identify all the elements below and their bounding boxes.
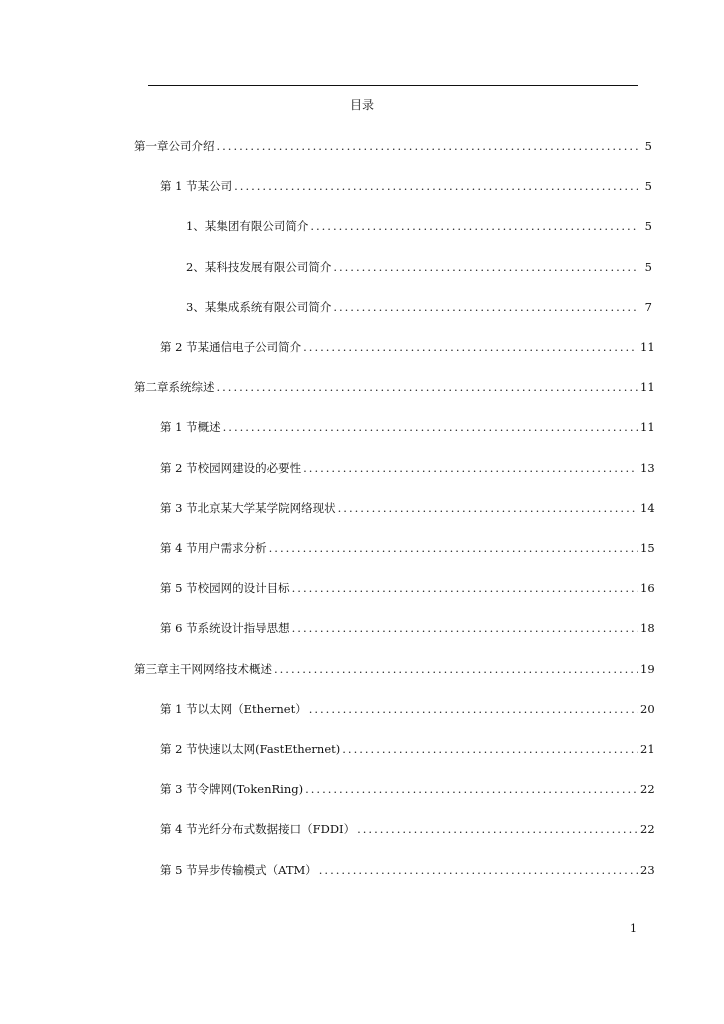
toc-entry-page: 11: [640, 380, 655, 394]
toc-entry-number: 第二章: [134, 380, 169, 394]
toc-entry-number: 第 3 节: [160, 782, 198, 796]
toc-entry-number: 第 1 节: [160, 702, 198, 716]
toc-entry-page: 5: [644, 260, 652, 274]
toc-leader-dots: [333, 299, 638, 315]
toc-entry-page: 13: [640, 461, 655, 475]
toc-entry[interactable]: [186, 299, 652, 315]
toc-leader-dots: [217, 379, 639, 395]
toc-entry-number: 第三章: [134, 662, 169, 676]
toc-leader-dots: [310, 218, 638, 234]
toc-leader-dots: [274, 661, 638, 677]
toc-entry-label: 概述: [197, 420, 221, 434]
toc-entry-label: 用户需求分析: [197, 541, 267, 555]
toc-entry-number: 第 1 节: [160, 420, 198, 434]
toc-title: 目录: [349, 98, 374, 112]
toc-entry-page: 7: [644, 300, 652, 314]
toc-entry[interactable]: [160, 339, 655, 355]
toc-entry-label: 公司介绍: [168, 139, 215, 153]
toc-entry-label: 北京某大学某学院网络现状: [197, 501, 336, 515]
toc-entry-label: 快速以太网(FastEthernet): [197, 742, 341, 756]
toc-leader-dots: [217, 138, 639, 154]
toc-entry-page: 20: [640, 702, 655, 716]
toc-entry-label: 某科技发展有限公司简介: [204, 260, 332, 274]
toc-entry-page: 11: [640, 340, 655, 354]
toc-entry-number: 第 5 节: [160, 581, 198, 595]
toc-entry-label: 系统设计指导思想: [197, 621, 290, 635]
toc-entry-number: 第 4 节: [160, 541, 198, 555]
toc-entry[interactable]: [160, 419, 655, 435]
toc-entry-label: 校园网的设计目标: [197, 581, 290, 595]
toc-entry-label: 主干网网络技术概述: [168, 662, 272, 676]
toc-entry-label: 异步传输模式（ATM）: [197, 863, 317, 877]
toc-entry-page: 5: [644, 139, 652, 153]
toc-entry-number: 2、: [186, 260, 205, 274]
toc-entry-label: 以太网（Ethernet）: [197, 702, 307, 716]
toc-leader-dots: [292, 620, 638, 636]
toc-entry-page: 22: [640, 822, 655, 836]
toc-entry-number: 第 2 节: [160, 461, 198, 475]
toc-entry-number: 第 2 节: [160, 742, 198, 756]
toc-entry-label: 某公司: [197, 179, 233, 193]
toc-entry-label: 某集成系统有限公司简介: [204, 300, 332, 314]
toc-entry-label: 某集团有限公司简介: [204, 219, 309, 233]
toc-entry-number: 第 6 节: [160, 621, 198, 635]
toc-entry-number: 1、: [186, 219, 205, 233]
toc-entry[interactable]: [160, 620, 655, 636]
toc-entry-number: 第 2 节: [160, 340, 198, 354]
toc-entry[interactable]: [134, 661, 655, 677]
toc-entry-page: 5: [644, 179, 652, 193]
toc-leader-dots: [269, 540, 638, 556]
toc-entry-page: 14: [640, 501, 655, 515]
toc-leader-dots: [223, 419, 638, 435]
toc-entry-number: 第 3 节: [160, 501, 198, 515]
toc-leader-dots: [338, 500, 638, 516]
toc-entry[interactable]: [160, 460, 655, 476]
toc-entry-page: 23: [640, 863, 655, 877]
toc-entry[interactable]: [160, 178, 652, 194]
toc-leader-dots: [342, 741, 638, 757]
toc-entry-page: 11: [640, 420, 655, 434]
toc-entry-page: 19: [640, 662, 655, 676]
toc-leader-dots: [234, 178, 638, 194]
toc-entry-label: 光纤分布式数据接口（FDDI）: [197, 822, 356, 836]
toc-entry[interactable]: [160, 500, 655, 516]
toc-entry-page: 18: [640, 621, 655, 635]
toc-entry-number: 3、: [186, 300, 205, 314]
toc-entry-page: 16: [640, 581, 655, 595]
toc-leader-dots: [303, 460, 638, 476]
toc-entry-page: 22: [640, 782, 655, 796]
toc-entry[interactable]: [160, 741, 655, 757]
toc-entry[interactable]: [160, 540, 655, 556]
toc-leader-dots: [333, 259, 638, 275]
toc-entry[interactable]: [160, 580, 655, 596]
toc-entry[interactable]: [134, 379, 655, 395]
toc-leader-dots: [292, 580, 638, 596]
toc-entry[interactable]: [160, 821, 655, 837]
toc-leader-dots: [303, 339, 638, 355]
toc-entry-number: 第 5 节: [160, 863, 198, 877]
toc-entry-label: 令牌网(TokenRing): [197, 782, 304, 796]
toc-entry-page: 15: [640, 541, 655, 555]
toc-entry[interactable]: [134, 138, 652, 154]
toc-entry-page: 21: [640, 742, 655, 756]
toc-entry-number: 第 4 节: [160, 822, 198, 836]
toc-entry-label: 某通信电子公司简介: [197, 340, 302, 354]
header-rule: [148, 85, 638, 86]
toc-entry[interactable]: [160, 862, 655, 878]
toc-entry[interactable]: [160, 701, 655, 717]
toc-leader-dots: [357, 821, 638, 837]
toc-entry[interactable]: [186, 218, 652, 234]
toc-leader-dots: [319, 862, 638, 878]
toc-entry-number: 第 1 节: [160, 179, 198, 193]
toc-leader-dots: [309, 701, 638, 717]
toc-entry-page: 5: [644, 219, 652, 233]
page-number: 1: [630, 922, 637, 935]
toc-leader-dots: [305, 781, 638, 797]
toc-entry-label: 系统综述: [168, 380, 215, 394]
toc-entry-label: 校园网建设的必要性: [197, 461, 302, 475]
toc-entry[interactable]: [186, 259, 652, 275]
toc-entry[interactable]: [160, 781, 655, 797]
toc-entry-number: 第一章: [134, 139, 169, 153]
